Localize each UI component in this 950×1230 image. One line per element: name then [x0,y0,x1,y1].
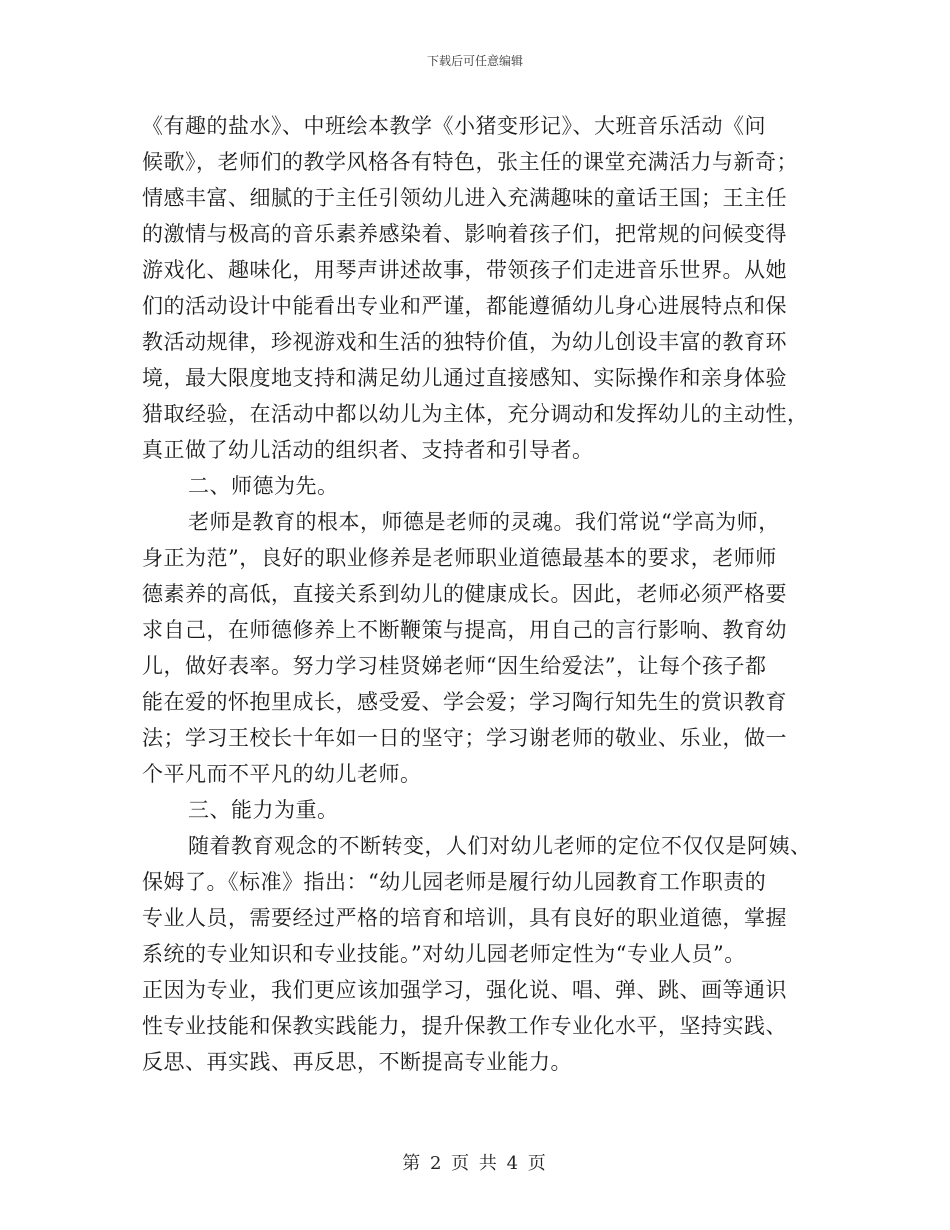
text-line: 教活动规律，珍视游戏和生活的独特价值，为幼儿创设丰富的教育环 [142,330,787,354]
text-line: 性专业技能和保教实践能力，提升保教工作专业化水平，坚持实践、 [142,1014,787,1038]
text-line: 情感丰富、细腻的于主任引领幼儿进入充满趣味的童话王国；王主任 [142,186,787,210]
text-line: 求自己，在师德修养上不断鞭策与提高，用自己的言行影响、教育幼 [142,618,787,642]
paragraph-2 [142,504,822,792]
document-body [142,108,822,1080]
text-line: 老师是教育的根本，师德是老师的灵魂。我们常说“学高为师， [188,510,780,534]
text-line: 境，最大限度地支持和满足幼儿通过直接感知、实际操作和亲身体验 [142,366,787,390]
text-line: 身正为范”，良好的职业修养是老师职业道德最基本的要求，老师师 [142,546,777,570]
text-line: 法；学习王校长十年如一日的坚守；学习谢老师的敬业、乐业，做一 [142,726,787,750]
text-line: 反思、再实践、再反思，不断提高专业能力。 [142,1050,572,1074]
text-line: 系统的专业知识和专业技能。”对幼儿园老师定性为“专业人员”。 [142,942,746,966]
text-line: 正因为专业，我们更应该加强学习，强化说、唱、弹、跳、画等通识 [142,978,787,1002]
text-line: 能在爱的怀抱里成长，感受爱、学会爱；学习陶行知先生的赏识教育 [142,690,787,714]
text-line: 个平凡而不平凡的幼儿老师。 [142,762,422,786]
text-line: 真正做了幼儿活动的组织者、支持者和引导者。 [142,438,594,462]
text-line: 儿，做好表率。努力学习桂贤娣老师“因生给爱法”，让每个孩子都 [142,654,767,678]
text-line: 的激情与极高的音乐素养感染着、影响着孩子们，把常规的问候变得 [142,222,787,246]
text-line: 专业人员，需要经过严格的培育和培训，具有良好的职业道德，掌握 [142,906,787,930]
text-line: 德素养的高低，直接关系到幼儿的健康成长。因此，老师必须严格要 [142,582,787,606]
text-line: 游戏化、趣味化，用琴声讲述故事，带领孩子们走进音乐世界。从她 [142,258,787,282]
text-line: 随着教育观念的不断转变，人们对幼儿老师的定位不仅仅是阿姨、 [188,834,812,858]
section-heading-3: 三、能力为重。 [188,798,339,822]
text-line: 猎取经验，在活动中都以幼儿为主体，充分调动和发挥幼儿的主动性， [142,402,809,426]
section-heading-2: 二、师德为先。 [188,474,339,498]
text-line: 《有趣的盐水》、中班绘本教学《小猪变形记》、大班音乐活动《问 [142,114,766,138]
paragraph-3 [142,828,822,1080]
text-line: 保姆了。《标准》指出：“幼儿园老师是履行幼儿园教育工作职责的 [142,870,767,894]
text-line: 们的活动设计中能看出专业和严谨，都能遵循幼儿身心进展特点和保 [142,294,787,318]
page-number: 第 2 页 共 4 页 [402,1153,548,1174]
paragraph-1 [142,108,822,468]
text-line: 候歌》，老师们的教学风格各有特色，张主任的课堂充满活力与新奇； [142,150,798,174]
page-header: 下载后可任意编辑 [426,54,523,68]
